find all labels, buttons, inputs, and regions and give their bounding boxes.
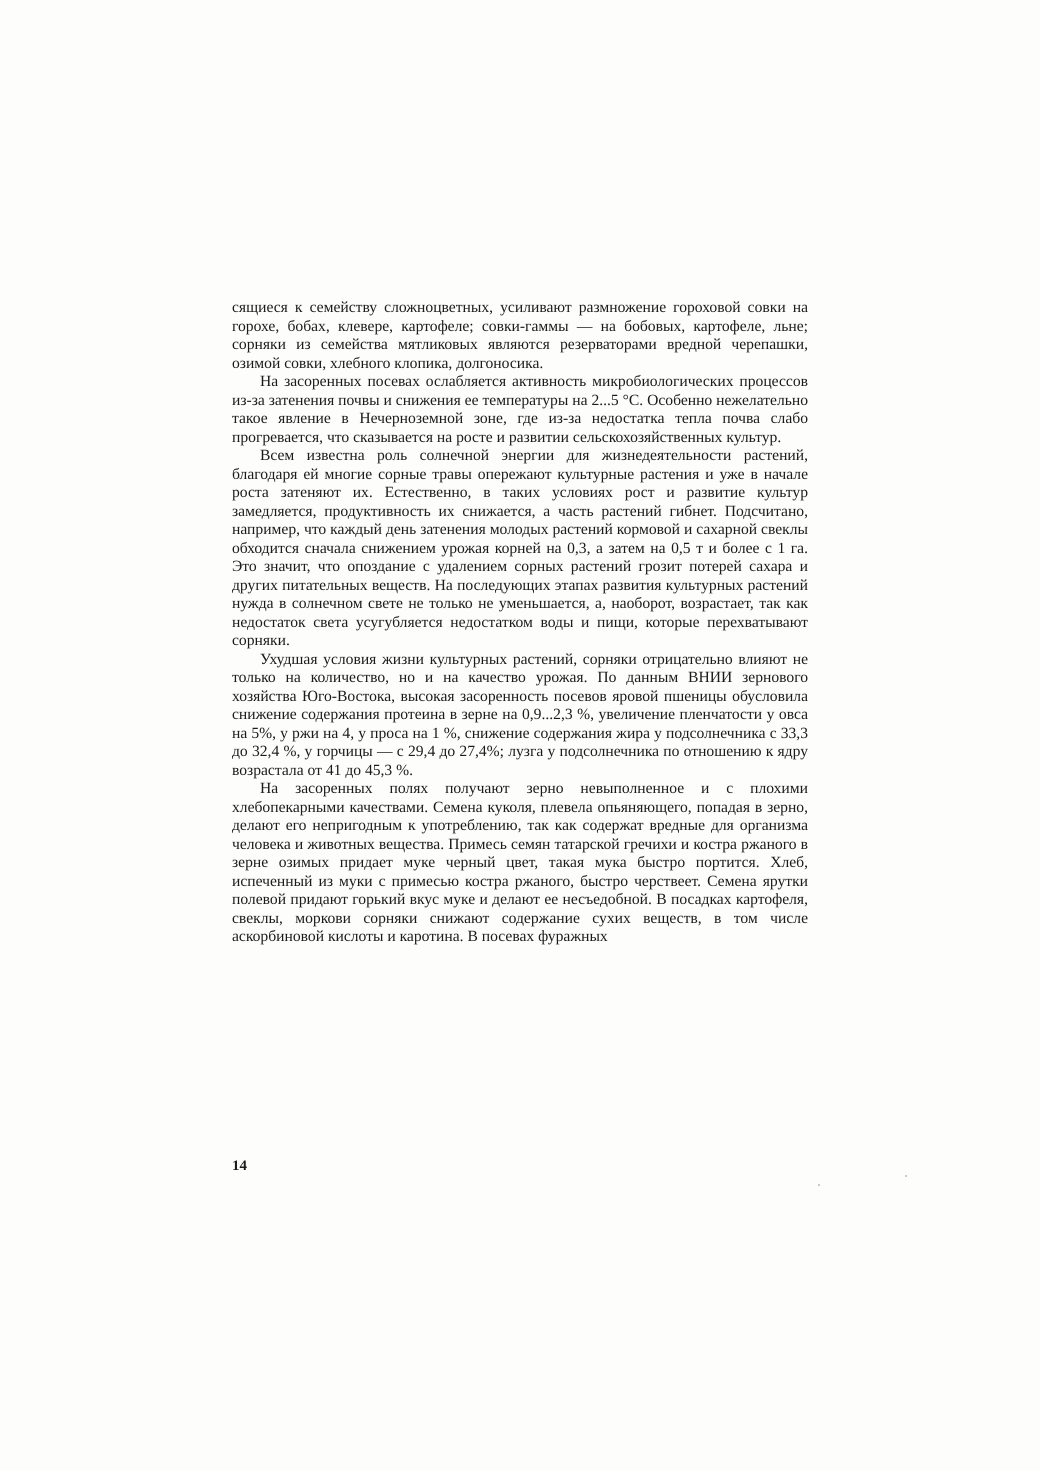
- scan-speck: [818, 1184, 820, 1186]
- body-text: [232, 299, 808, 947]
- paragraph: На засоренных посевах ослабляется активность микробиологических процессов из-за затенения почвы и снижения ее температуры на 2...5 °С. Особенно нежелательно такое явление в Нечерноземной зоне, где из-за недостатка тепла почва слабо прогревается, что сказывается на росте и развитии сельскохозяйственных культур.: [232, 373, 808, 446]
- paragraph-continuation: сящиеся к семейству сложноцветных, усиливают размножение гороховой совки на горохе, бобах, клевере, картофеле; совки-гаммы — на бобовых, картофеле, льне; сорняки из семейства мятликовых являются резерваторами вредной черепашки, озимой совки, хлебного клопика, долгоносика.: [232, 299, 808, 372]
- page-number: 14: [232, 1158, 247, 1174]
- paragraph: Всем известна роль солнечной энергии для жизнедеятельности растений, благодаря ей многие сорные травы опережают культурные растения и уже в начале роста затеняют их. Естественно, в таких условиях рост и развитие культур замедляется, продуктивность их снижается, а часть растений гибнет. Подсчитано, например, что каждый день затенения молодых растений кормовой и сахарной свеклы обходится сначала снижением урожая корней на 0,3, а затем на 0,5 т и более с 1 га. Это значит, что опоздание с удалением сорных растений грозит потерей сахара и других питательных веществ. На последующих этапах развития культурных растений нужда в солнечном свете не только не уменьшается, а, наоборот, возрастает, так как недостаток света усугубляется недостатком воды и пищи, которые перехватывают сорняки.: [232, 447, 808, 649]
- paragraph: Ухудшая условия жизни культурных растений, сорняки отрицательно влияют не только на количество, но и на качество урожая. По данным ВНИИ зернового хозяйства Юго-Востока, высокая засоренность посевов яровой пшеницы обусловила снижение содержания протеина в зерне на 0,9...2,3 %, увеличение пленчатости у овса на 5%, у ржи на 4, у проса на 1 %, снижение содержания жира у подсолнечника с 33,3 до 32,4 %, у горчицы — с 29,4 до 27,4%; лузга у подсолнечника по отношению к ядру возрастала от 41 до 45,3 %.: [232, 650, 808, 779]
- scan-speck: [905, 1175, 907, 1177]
- paragraph: На засоренных полях получают зерно невыполненное и с плохими хлебопекарными качествами. Семена куколя, плевела опьяняющего, попадая в зерно, делают его непригодным к употреблению, так как содержат вредные для организма человека и животных вещества. Примесь семян татарской гречихи и костра ржаного в зерне озимых придает муке черный цвет, такая мука быстро портится. Хлеб, испеченный из муки с примесью костра ржаного, быстро черствеет. Семена ярутки полевой придают горький вкус муке и делают ее несъедобной. В посадках картофеля, свеклы, моркови сорняки снижают содержание сухих веществ, в том числе аскорбиновой кислоты и каротина. В посевах фуражных: [232, 780, 808, 945]
